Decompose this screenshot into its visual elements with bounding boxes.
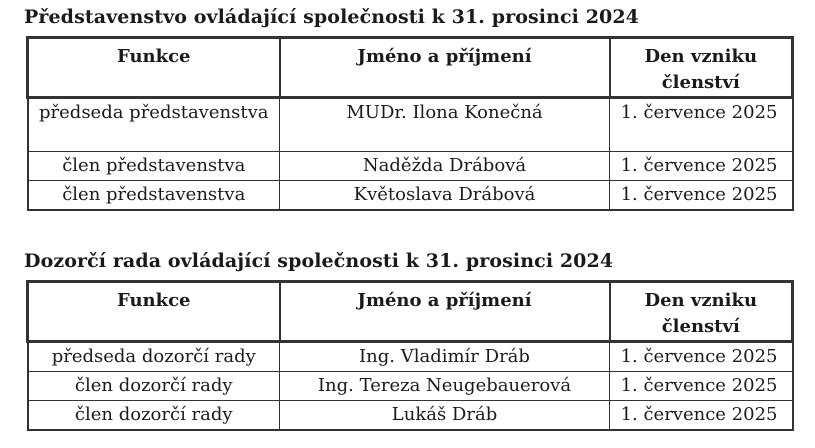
cell-name: Naděžda Drábová [280,152,610,181]
cell-name: Ing. Tereza Neugebauerová [280,372,610,401]
cell-date: 1. července 2025 [610,342,793,372]
cell-date: 1. července 2025 [610,181,793,211]
supervisory-board-table [26,280,794,431]
section-title-board-of-directors: Představenstvo ovládající společnosti k 31. prosinci 2024 [24,6,639,28]
cell-name: Lukáš Dráb [280,401,610,431]
cell-date: 1. července 2025 [610,401,793,431]
cell-date: 1. července 2025 [610,98,793,152]
column-header-date: Den vzniku členství [610,38,793,98]
column-header-role: Funkce [28,282,280,342]
table-row [28,181,793,211]
column-header-name: Jméno a příjmení [280,282,610,342]
cell-date: 1. července 2025 [610,152,793,181]
table-row [28,152,793,181]
column-header-name: Jméno a příjmení [280,38,610,98]
column-header-role: Funkce [28,38,280,98]
cell-role: předseda dozorčí rady [28,342,280,372]
cell-role: předseda představenstva [28,98,280,152]
table-header-row [28,38,793,98]
cell-role: člen představenstva [28,181,280,211]
cell-name: MUDr. Ilona Konečná [280,98,610,152]
cell-role: člen dozorčí rady [28,372,280,401]
table-row [28,372,793,401]
table-header-row [28,282,793,342]
cell-date: 1. července 2025 [610,372,793,401]
table-row [28,401,793,431]
table-row [28,342,793,372]
board-of-directors-table [26,36,794,211]
cell-name: Květoslava Drábová [280,181,610,211]
table-row [28,98,793,152]
column-header-date: Den vzniku členství [610,282,793,342]
cell-role: člen představenstva [28,152,280,181]
cell-role: člen dozorčí rady [28,401,280,431]
cell-name: Ing. Vladimír Dráb [280,342,610,372]
section-title-supervisory-board: Dozorčí rada ovládající společnosti k 31. prosinci 2024 [24,250,614,272]
